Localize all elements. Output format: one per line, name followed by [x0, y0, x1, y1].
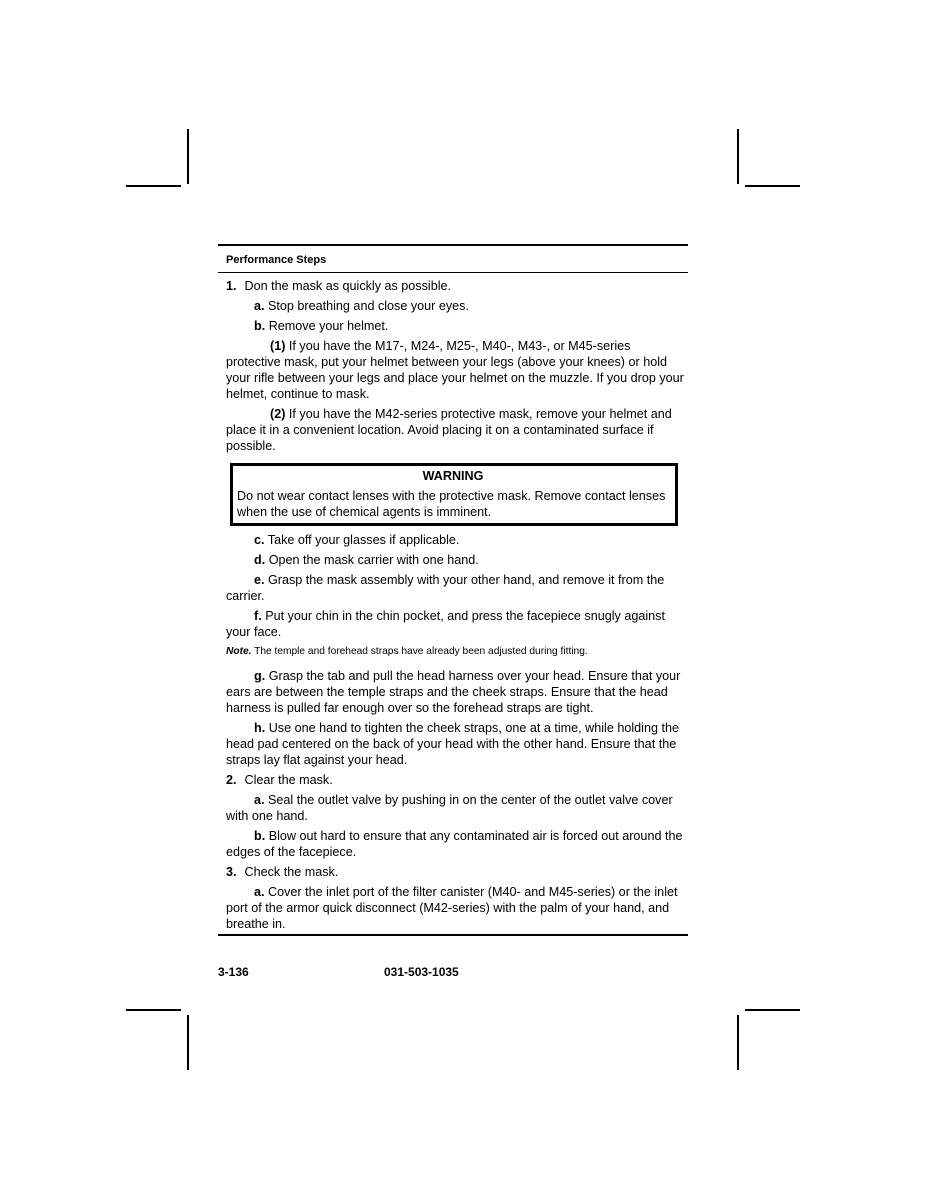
- step-1g: g. Grasp the tab and pull the head harness over your head. Ensure that your ears are between the temple straps and the cheek straps. Ensure that the head harness is pulled far enough over so the forehead straps are tight.: [226, 669, 681, 715]
- step-2b: b. Blow out hard to ensure that any contaminated air is forced out around the edges of the facepiece.: [226, 829, 683, 859]
- step-3a: a. Cover the inlet port of the filter canister (M40- and M45-series) or the inlet port of the armor quick disconnect (M42-series) with the palm of your hand, and breathe in.: [226, 885, 678, 931]
- warning-title: WARNING: [422, 469, 484, 483]
- step-1a: a. Stop breathing and close your eyes.: [254, 299, 469, 313]
- crop-mark: [737, 129, 739, 184]
- step-1f: f. Put your chin in the chin pocket, and press the facepiece snugly against your face.: [226, 609, 665, 639]
- step-1e: e. Grasp the mask assembly with your other hand, and remove it from the carrier.: [226, 573, 665, 603]
- task-code: 031-503-1035: [384, 965, 459, 979]
- page-number: 3-136: [218, 965, 249, 979]
- step-1d: d. Open the mask carrier with one hand.: [254, 553, 479, 567]
- step-3: 3. Check the mask.: [226, 865, 339, 879]
- crop-mark: [745, 1009, 800, 1011]
- section-header: Performance Steps: [218, 246, 688, 273]
- crop-mark: [737, 1015, 739, 1070]
- step-1b-2: (2) If you have the M42-series protective mask, remove your helmet and place it in a convenient location. Avoid placing it on a contaminated surface if possible.: [226, 407, 672, 453]
- crop-mark: [126, 185, 181, 187]
- step-2a: a. Seal the outlet valve by pushing in on the center of the outlet valve cover with one hand.: [226, 793, 673, 823]
- crop-mark: [187, 129, 189, 184]
- warning-text: Do not wear contact lenses with the protective mask. Remove contact lenses when the use of chemical agents is imminent.: [237, 489, 666, 519]
- crop-mark: [745, 185, 800, 187]
- step-1h: h. Use one hand to tighten the cheek straps, one at a time, while holding the head pad centered on the back of your head with the other hand. Ensure that the straps lay flat against your head.: [226, 721, 679, 767]
- step-1b-1: (1) If you have the M17-, M24-, M25-, M40-, M43-, or M45-series protective mask, put your helmet between your legs (above your knees) or hold your rifle between your legs and place your helmet on the muzzle. If you drop your helmet, continue to mask.: [226, 339, 684, 401]
- crop-mark: [187, 1015, 189, 1070]
- warning-box: [230, 463, 678, 526]
- performance-steps-section: [218, 244, 688, 936]
- bottom-rule: [218, 934, 688, 936]
- step-1: 1. Don the mask as quickly as possible.: [226, 279, 452, 293]
- step-1c: c. Take off your glasses if applicable.: [254, 533, 460, 547]
- steps-body-continued: [218, 532, 688, 932]
- crop-mark: [126, 1009, 181, 1011]
- steps-body: [218, 278, 688, 454]
- note: Note. The temple and forehead straps have already been adjusted during fitting.: [226, 646, 588, 657]
- step-1b: b. Remove your helmet.: [254, 319, 389, 333]
- step-2: 2. Clear the mask.: [226, 773, 333, 787]
